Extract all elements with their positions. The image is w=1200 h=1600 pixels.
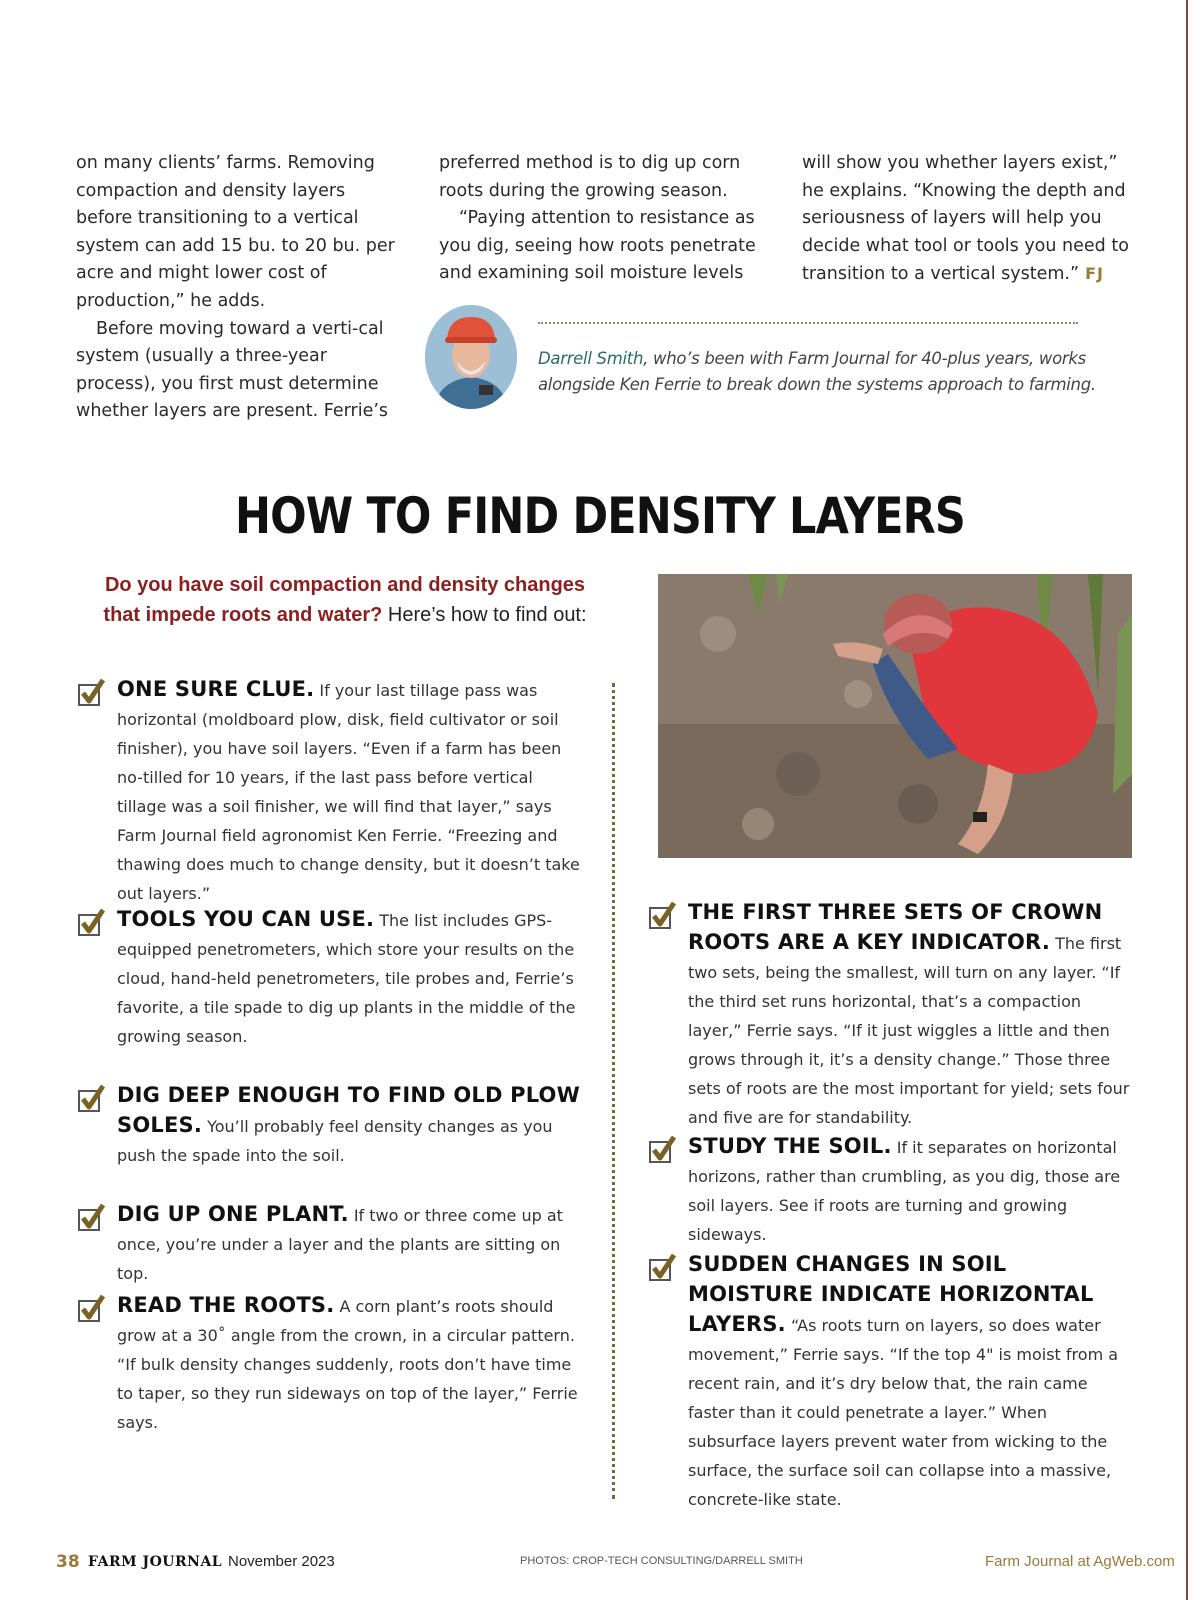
- author-avatar: [425, 305, 517, 409]
- farmer-digging-photo-icon: [658, 574, 1132, 858]
- author-name: Darrell Smith: [538, 349, 644, 368]
- photo-credit: PHOTOS: CROP-TECH CONSULTING/DARRELL SMITH: [520, 1555, 803, 1567]
- tip-heading: DIG DEEP ENOUGH TO FIND OLD PLOW SOLES.: [117, 1083, 580, 1137]
- tip-soil-moisture: [688, 1250, 1138, 1514]
- checkbox-check-icon: [77, 1204, 105, 1232]
- headline: HOW TO FIND DENSITY LAYERS: [234, 487, 966, 545]
- website-link[interactable]: Farm Journal at AgWeb.com: [985, 1553, 1175, 1570]
- tip-read-the-roots: [117, 1291, 587, 1437]
- tip-body: If it separates on horizontal horizons, rather than crumbling, as you dig, those are soil layers. See if roots are turning and growing sideways.: [688, 1138, 1121, 1244]
- issue-date: November 2023: [228, 1553, 335, 1570]
- tip-body: If your last tillage pass was horizontal (moldboard plow, disk, field cultivator or soil finisher), you have soil layers. “Even if a farm has been no-tilled for 10 years, if the last pass before vertical tillage was a soil finisher, we will find that layer,” says Farm Journal field agronomist Ken Ferrie. “Freezing and thawing does much to change density, but it doesn’t take out layers.”: [117, 681, 580, 903]
- column3-paragraph-1: [802, 150, 1142, 289]
- tip-heading: THE FIRST THREE SETS OF CROWN ROOTS ARE A KEY INDICATOR.: [688, 900, 1103, 954]
- tip-one-sure-clue: [117, 675, 587, 908]
- tip-body: The list includes GPS-equipped penetrometers, which store your results on the cloud, hand-held penetrometers, tile probes and, Ferrie’s favorite, a tile spade to dig up plants in the middle of the growing season.: [117, 911, 576, 1046]
- tip-body: You’ll probably feel density changes as you push the spade into the soil.: [117, 1117, 553, 1165]
- tip-heading: TOOLS YOU CAN USE.: [117, 907, 375, 931]
- end-mark: FJ: [1085, 264, 1104, 284]
- column2-paragraph-2: “Paying attention to resistance as you dig, seeing how roots penetrate and examining soil moisture levels: [439, 208, 756, 284]
- dotted-divider: [538, 322, 1078, 324]
- tip-heading: SUDDEN CHANGES IN SOIL MOISTURE INDICATE HORIZONTAL LAYERS.: [688, 1252, 1094, 1336]
- page-edge-rule: [1186, 0, 1188, 1600]
- intro-deck: [90, 570, 600, 630]
- author-portrait-icon: [425, 305, 517, 409]
- column-dotted-divider: [612, 683, 615, 1499]
- tip-crown-roots: [688, 898, 1138, 1132]
- tip-tools-you-can-use: [117, 905, 587, 1051]
- tip-dig-deep: [117, 1081, 587, 1170]
- column2-paragraph-1: preferred method is to dig up corn roots during the growing season.: [439, 153, 741, 201]
- publication-name: FARM JOURNAL: [88, 1554, 223, 1570]
- tip-body: The first two sets, being the smallest, will turn on any layer. “If the third set runs horizontal, that’s a compaction layer,” Ferrie says. “If it just wiggles a little and then grows through it, it’s a density change.” Those three sets of roots are the most important for yield; sets four and five are for standability.: [688, 934, 1130, 1127]
- tip-heading: READ THE ROOTS.: [117, 1293, 335, 1317]
- intro-question: Do you have soil compaction and density changes that impede roots and water?: [103, 574, 586, 626]
- tip-study-the-soil: [688, 1132, 1138, 1249]
- body-column-1: [76, 150, 406, 426]
- checkbox-check-icon: [648, 1254, 676, 1282]
- tip-body: If two or three come up at once, you’re under a layer and the plants are sitting on top.: [117, 1206, 563, 1283]
- tip-body: A corn plant’s roots should grow at a 30˚ angle from the crown, in a circular pattern. “If bulk density changes suddenly, roots don’t have time to taper, so they run sideways on top of the layer,” Ferrie says.: [117, 1297, 578, 1432]
- body-column-2: [439, 150, 759, 288]
- body-column-3: [802, 150, 1142, 289]
- author-bio-body: , who’s been with Farm Journal for 40-plus years, works alongside Ken Ferrie to break down the systems approach to farming.: [538, 349, 1096, 394]
- checkbox-check-icon: [648, 902, 676, 930]
- page-number: 38: [56, 1552, 80, 1572]
- author-bio: [425, 302, 1165, 412]
- checkbox-check-icon: [77, 1085, 105, 1113]
- author-bio-text: [538, 346, 1158, 398]
- column3-text: will show you whether layers exist,” he explains. “Knowing the depth and seriousness of layers will help you decide what tool or tools you need to transition to a vertical system.”: [802, 153, 1129, 285]
- field-photo: [658, 574, 1132, 858]
- tip-body: “As roots turn on layers, so does water movement,” Ferrie says. “If the top 4" is moist from a recent rain, and it’s dry below that, the rain came faster than it could penetrate a layer.” When subsurface layers prevent water from wicking to the surface, the surface soil can collapse into a massive, concrete-like state.: [688, 1316, 1119, 1509]
- tip-heading: STUDY THE SOIL.: [688, 1134, 892, 1158]
- column1-paragraph-1: on many clients’ farms. Removing compaction and density layers before transitioning to a vertical system can add 15 bu. to 20 bu. per acre and might lower cost of production,” he adds.: [76, 153, 395, 311]
- checkbox-check-icon: [77, 909, 105, 937]
- checkbox-check-icon: [648, 1136, 676, 1164]
- tip-dig-up-one-plant: [117, 1200, 587, 1288]
- tip-heading: ONE SURE CLUE.: [117, 677, 315, 701]
- column1-paragraph-2: Before moving toward a verti-cal system (usually a three-year process), you first must determine whether layers are present. Ferrie’s: [76, 318, 389, 422]
- checkbox-check-icon: [77, 1295, 105, 1323]
- checkbox-check-icon: [77, 679, 105, 707]
- tip-heading: DIG UP ONE PLANT.: [117, 1202, 349, 1226]
- intro-lead: Here’s how to find out:: [382, 604, 587, 626]
